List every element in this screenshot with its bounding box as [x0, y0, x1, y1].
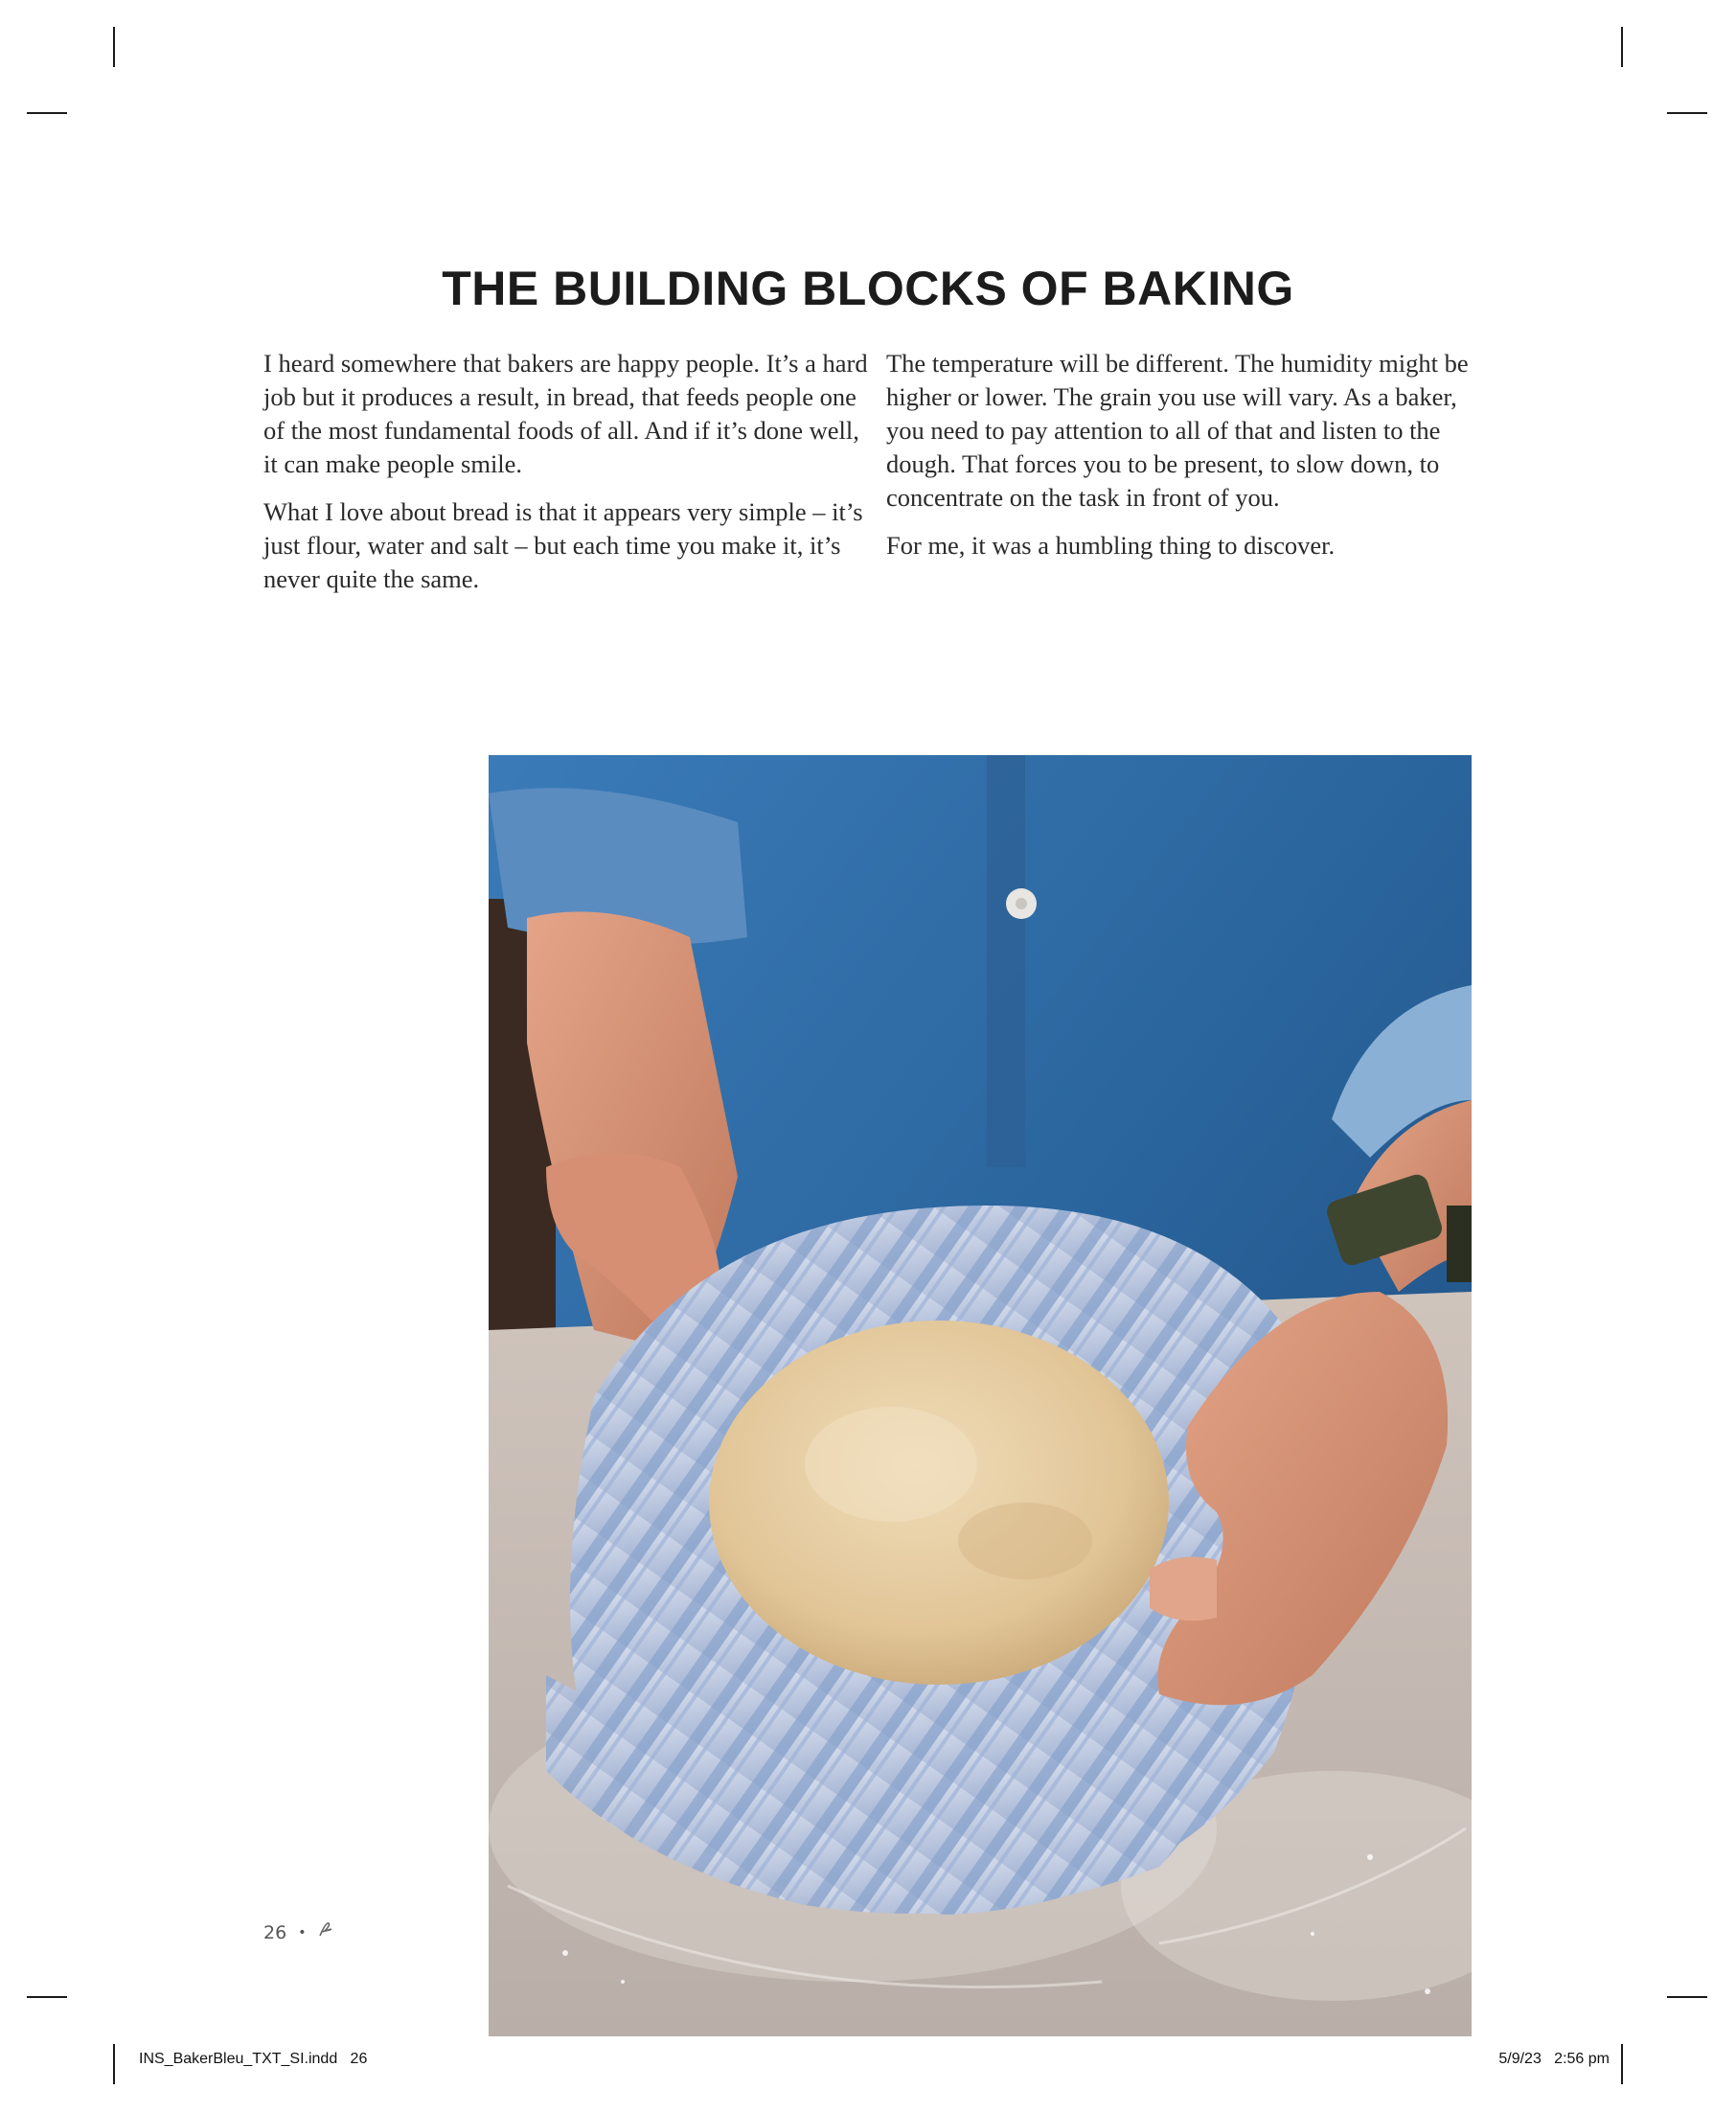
crop-mark-top-right-vertical: [1621, 27, 1623, 67]
slug-datetime: 5/9/23 2:56 pm: [1498, 2051, 1610, 2067]
body-column-right: [886, 347, 1480, 577]
body-column-left: [263, 347, 877, 610]
paragraph: The temperature will be different. The humidity might be higher or lower. The grain you use will vary. As a baker, you need to pay attention to all of that and listen to the dough. That forces you to be present, to slow down, to concentrate on the task in front of you.: [886, 349, 1469, 512]
crop-mark-bottom-right-horizontal: [1667, 1996, 1707, 1998]
signature-glyph-icon: [317, 1920, 334, 1944]
paragraph: I heard somewhere that bakers are happy people. It’s a hard job but it produces a result, in bread, that feeds people one of the most fundamental foods of all. And if it’s done well, it can make people smile.: [263, 349, 868, 478]
crop-mark-bottom-right-vertical: [1621, 2044, 1623, 2084]
paragraph: What I love about bread is that it appears very simple – it’s just flour, water and salt – but each time you make it, it’s never quite the same.: [263, 497, 863, 593]
crop-mark-bottom-left-horizontal: [27, 1996, 67, 1998]
slug-file-info: INS_BakerBleu_TXT_SI.indd 26: [139, 2051, 368, 2067]
page-number: 26: [263, 1921, 287, 1943]
page-title: THE BUILDING BLOCKS OF BAKING: [442, 262, 1294, 315]
page-folio: [263, 1920, 334, 1944]
crop-mark-top-left-horizontal: [27, 112, 67, 114]
crop-mark-top-right-horizontal: [1667, 112, 1707, 114]
paragraph: For me, it was a humbling thing to discover.: [886, 531, 1336, 560]
bread-dough-photo: [489, 755, 1472, 2036]
crop-mark-top-left-vertical: [113, 27, 115, 67]
crop-mark-bottom-left-vertical: [113, 2044, 115, 2084]
folio-separator: •: [298, 1924, 307, 1941]
